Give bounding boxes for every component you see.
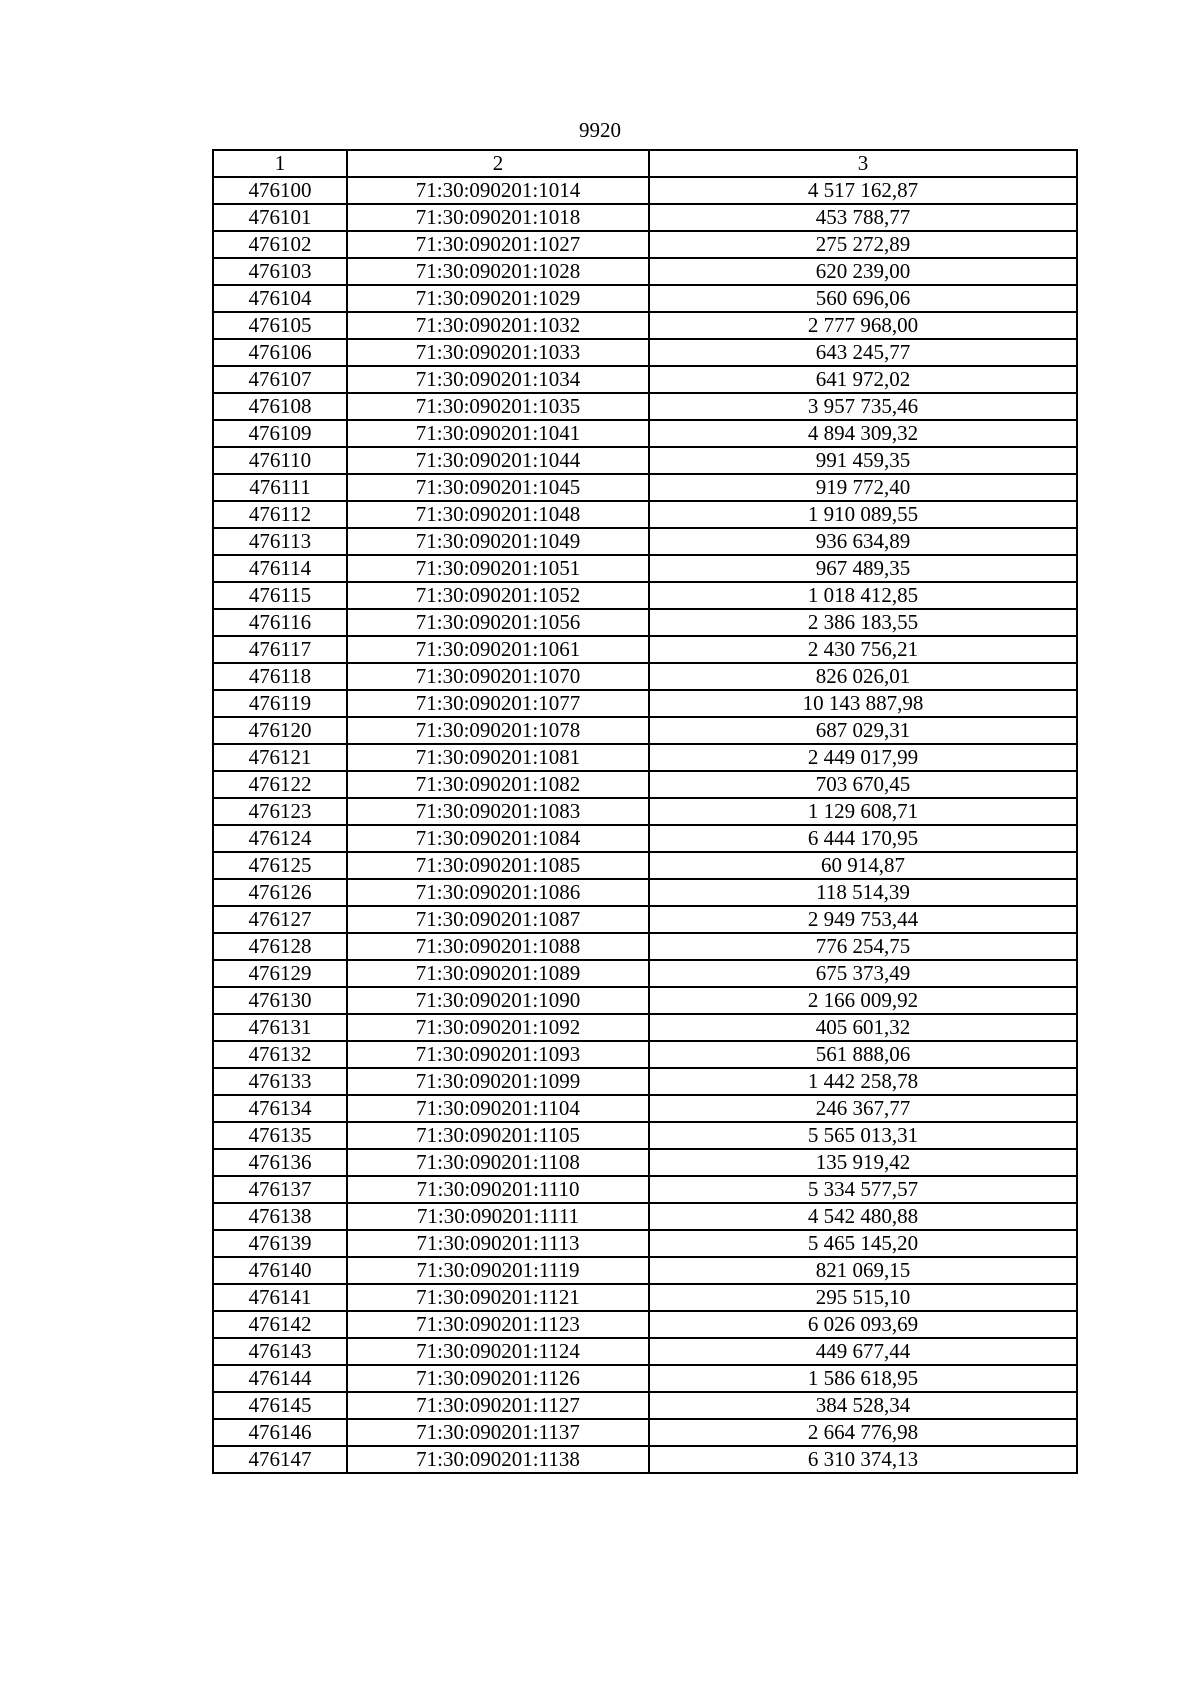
- value-cell: 6 444 170,95: [649, 825, 1077, 852]
- cadastral-number-cell: 71:30:090201:1084: [347, 825, 649, 852]
- table-row: [213, 1095, 1077, 1122]
- row-number-cell: 476145: [213, 1392, 347, 1419]
- row-number-cell: 476136: [213, 1149, 347, 1176]
- row-number-cell: 476140: [213, 1257, 347, 1284]
- header-row: [213, 150, 1077, 177]
- row-number-cell: 476126: [213, 879, 347, 906]
- value-cell: 620 239,00: [649, 258, 1077, 285]
- cadastral-number-cell: 71:30:090201:1124: [347, 1338, 649, 1365]
- table-row: [213, 258, 1077, 285]
- table-row: [213, 690, 1077, 717]
- cadastral-number-cell: 71:30:090201:1099: [347, 1068, 649, 1095]
- row-number-cell: 476105: [213, 312, 347, 339]
- row-number-cell: 476133: [213, 1068, 347, 1095]
- cadastral-number-cell: 71:30:090201:1056: [347, 609, 649, 636]
- cadastral-number-cell: 71:30:090201:1088: [347, 933, 649, 960]
- table-row: [213, 1338, 1077, 1365]
- cadastral-number-cell: 71:30:090201:1044: [347, 447, 649, 474]
- row-number-cell: 476124: [213, 825, 347, 852]
- value-cell: 2 664 776,98: [649, 1419, 1077, 1446]
- value-cell: 5 565 013,31: [649, 1122, 1077, 1149]
- table-row: [213, 447, 1077, 474]
- row-number-cell: 476127: [213, 906, 347, 933]
- value-cell: 2 949 753,44: [649, 906, 1077, 933]
- value-cell: 3 957 735,46: [649, 393, 1077, 420]
- table-row: [213, 1203, 1077, 1230]
- row-number-cell: 476135: [213, 1122, 347, 1149]
- value-cell: 4 542 480,88: [649, 1203, 1077, 1230]
- row-number-cell: 476115: [213, 582, 347, 609]
- cadastral-number-cell: 71:30:090201:1090: [347, 987, 649, 1014]
- row-number-cell: 476122: [213, 771, 347, 798]
- table-row: [213, 744, 1077, 771]
- value-cell: 991 459,35: [649, 447, 1077, 474]
- cadastral-number-cell: 71:30:090201:1113: [347, 1230, 649, 1257]
- table-row: [213, 177, 1077, 204]
- cadastral-number-cell: 71:30:090201:1105: [347, 1122, 649, 1149]
- table-row: [213, 366, 1077, 393]
- cadastral-number-cell: 71:30:090201:1092: [347, 1014, 649, 1041]
- value-cell: 1 910 089,55: [649, 501, 1077, 528]
- table-row: [213, 771, 1077, 798]
- table-row: [213, 1419, 1077, 1446]
- cadastral-number-cell: 71:30:090201:1029: [347, 285, 649, 312]
- page-number: 9920: [579, 118, 621, 142]
- cadastral-number-cell: 71:30:090201:1087: [347, 906, 649, 933]
- row-number-cell: 476147: [213, 1446, 347, 1473]
- value-cell: 449 677,44: [649, 1338, 1077, 1365]
- row-number-cell: 476146: [213, 1419, 347, 1446]
- row-number-cell: 476129: [213, 960, 347, 987]
- cadastral-number-cell: 71:30:090201:1121: [347, 1284, 649, 1311]
- row-number-cell: 476113: [213, 528, 347, 555]
- row-number-cell: 476138: [213, 1203, 347, 1230]
- value-cell: 453 788,77: [649, 204, 1077, 231]
- value-cell: 2 777 968,00: [649, 312, 1077, 339]
- value-cell: 5 465 145,20: [649, 1230, 1077, 1257]
- row-number-cell: 476139: [213, 1230, 347, 1257]
- cadastral-number-cell: 71:30:090201:1083: [347, 798, 649, 825]
- value-cell: 643 245,77: [649, 339, 1077, 366]
- row-number-cell: 476116: [213, 609, 347, 636]
- row-number-cell: 476142: [213, 1311, 347, 1338]
- row-number-cell: 476143: [213, 1338, 347, 1365]
- header-cell-cadastral-number: 2: [347, 150, 649, 177]
- cadastral-number-cell: 71:30:090201:1070: [347, 663, 649, 690]
- value-cell: 967 489,35: [649, 555, 1077, 582]
- cadastral-number-cell: 71:30:090201:1033: [347, 339, 649, 366]
- cadastral-number-cell: 71:30:090201:1137: [347, 1419, 649, 1446]
- cadastral-number-cell: 71:30:090201:1111: [347, 1203, 649, 1230]
- cadastral-number-cell: 71:30:090201:1018: [347, 204, 649, 231]
- value-cell: 776 254,75: [649, 933, 1077, 960]
- row-number-cell: 476112: [213, 501, 347, 528]
- cadastral-number-cell: 71:30:090201:1127: [347, 1392, 649, 1419]
- cadastral-number-cell: 71:30:090201:1032: [347, 312, 649, 339]
- table-row: [213, 933, 1077, 960]
- cadastral-number-cell: 71:30:090201:1048: [347, 501, 649, 528]
- cadastral-number-cell: 71:30:090201:1082: [347, 771, 649, 798]
- cadastral-number-cell: 71:30:090201:1014: [347, 177, 649, 204]
- value-cell: 936 634,89: [649, 528, 1077, 555]
- table-row: [213, 339, 1077, 366]
- value-cell: 1 129 608,71: [649, 798, 1077, 825]
- row-number-cell: 476132: [213, 1041, 347, 1068]
- cadastral-number-cell: 71:30:090201:1089: [347, 960, 649, 987]
- row-number-cell: 476108: [213, 393, 347, 420]
- table-row: [213, 879, 1077, 906]
- row-number-cell: 476120: [213, 717, 347, 744]
- table-row: [213, 528, 1077, 555]
- cadastral-number-cell: 71:30:090201:1093: [347, 1041, 649, 1068]
- cadastral-number-cell: 71:30:090201:1051: [347, 555, 649, 582]
- value-cell: 1 442 258,78: [649, 1068, 1077, 1095]
- value-cell: 4 517 162,87: [649, 177, 1077, 204]
- value-cell: 919 772,40: [649, 474, 1077, 501]
- value-cell: 1 018 412,85: [649, 582, 1077, 609]
- cadastral-number-cell: 71:30:090201:1138: [347, 1446, 649, 1473]
- value-cell: 246 367,77: [649, 1095, 1077, 1122]
- cadastral-number-cell: 71:30:090201:1077: [347, 690, 649, 717]
- cadastral-number-cell: 71:30:090201:1081: [347, 744, 649, 771]
- table-row: [213, 204, 1077, 231]
- value-cell: 135 919,42: [649, 1149, 1077, 1176]
- table-header: [213, 150, 1077, 177]
- table-row: [213, 1068, 1077, 1095]
- value-cell: 641 972,02: [649, 366, 1077, 393]
- table-row: [213, 1311, 1077, 1338]
- cadastral-number-cell: 71:30:090201:1078: [347, 717, 649, 744]
- value-cell: 2 386 183,55: [649, 609, 1077, 636]
- table-row: [213, 582, 1077, 609]
- value-cell: 60 914,87: [649, 852, 1077, 879]
- table-row: [213, 825, 1077, 852]
- value-cell: 561 888,06: [649, 1041, 1077, 1068]
- value-cell: 826 026,01: [649, 663, 1077, 690]
- table-row: [213, 555, 1077, 582]
- row-number-cell: 476114: [213, 555, 347, 582]
- value-cell: 1 586 618,95: [649, 1365, 1077, 1392]
- row-number-cell: 476102: [213, 231, 347, 258]
- cadastral-number-cell: 71:30:090201:1027: [347, 231, 649, 258]
- table-row: [213, 1365, 1077, 1392]
- table-row: [213, 906, 1077, 933]
- table-row: [213, 231, 1077, 258]
- cadastral-number-cell: 71:30:090201:1061: [347, 636, 649, 663]
- table-row: [213, 1230, 1077, 1257]
- table-row: [213, 609, 1077, 636]
- table-row: [213, 501, 1077, 528]
- row-number-cell: 476107: [213, 366, 347, 393]
- value-cell: 405 601,32: [649, 1014, 1077, 1041]
- table-row: [213, 717, 1077, 744]
- row-number-cell: 476144: [213, 1365, 347, 1392]
- table-row: [213, 1392, 1077, 1419]
- row-number-cell: 476100: [213, 177, 347, 204]
- cadastral-number-cell: 71:30:090201:1049: [347, 528, 649, 555]
- table-row: [213, 1176, 1077, 1203]
- row-number-cell: 476101: [213, 204, 347, 231]
- row-number-cell: 476111: [213, 474, 347, 501]
- value-cell: 6 310 374,13: [649, 1446, 1077, 1473]
- value-cell: 675 373,49: [649, 960, 1077, 987]
- value-cell: 2 430 756,21: [649, 636, 1077, 663]
- table-row: [213, 285, 1077, 312]
- table-row: [213, 393, 1077, 420]
- cadastral-number-cell: 71:30:090201:1045: [347, 474, 649, 501]
- table-row: [213, 960, 1077, 987]
- cadastral-number-cell: 71:30:090201:1126: [347, 1365, 649, 1392]
- value-cell: 560 696,06: [649, 285, 1077, 312]
- cadastral-number-cell: 71:30:090201:1028: [347, 258, 649, 285]
- table-row: [213, 663, 1077, 690]
- row-number-cell: 476119: [213, 690, 347, 717]
- row-number-cell: 476123: [213, 798, 347, 825]
- registry-table: [212, 149, 1078, 1474]
- value-cell: 2 166 009,92: [649, 987, 1077, 1014]
- row-number-cell: 476137: [213, 1176, 347, 1203]
- row-number-cell: 476104: [213, 285, 347, 312]
- row-number-cell: 476131: [213, 1014, 347, 1041]
- value-cell: 687 029,31: [649, 717, 1077, 744]
- row-number-cell: 476121: [213, 744, 347, 771]
- table-row: [213, 1122, 1077, 1149]
- table-row: [213, 1284, 1077, 1311]
- cadastral-number-cell: 71:30:090201:1110: [347, 1176, 649, 1203]
- value-cell: 275 272,89: [649, 231, 1077, 258]
- cadastral-number-cell: 71:30:090201:1085: [347, 852, 649, 879]
- row-number-cell: 476118: [213, 663, 347, 690]
- value-cell: 6 026 093,69: [649, 1311, 1077, 1338]
- table-body: [213, 177, 1077, 1473]
- cadastral-number-cell: 71:30:090201:1052: [347, 582, 649, 609]
- value-cell: 703 670,45: [649, 771, 1077, 798]
- value-cell: 2 449 017,99: [649, 744, 1077, 771]
- table-row: [213, 312, 1077, 339]
- row-number-cell: 476103: [213, 258, 347, 285]
- value-cell: 118 514,39: [649, 879, 1077, 906]
- row-number-cell: 476109: [213, 420, 347, 447]
- header-cell-value: 3: [649, 150, 1077, 177]
- cadastral-number-cell: 71:30:090201:1034: [347, 366, 649, 393]
- table-row: [213, 1257, 1077, 1284]
- row-number-cell: 476117: [213, 636, 347, 663]
- value-cell: 10 143 887,98: [649, 690, 1077, 717]
- header-cell-number: 1: [213, 150, 347, 177]
- value-cell: 384 528,34: [649, 1392, 1077, 1419]
- row-number-cell: 476130: [213, 987, 347, 1014]
- cadastral-number-cell: 71:30:090201:1035: [347, 393, 649, 420]
- cadastral-number-cell: 71:30:090201:1108: [347, 1149, 649, 1176]
- table-row: [213, 987, 1077, 1014]
- row-number-cell: 476128: [213, 933, 347, 960]
- table-row: [213, 798, 1077, 825]
- value-cell: 4 894 309,32: [649, 420, 1077, 447]
- cadastral-number-cell: 71:30:090201:1104: [347, 1095, 649, 1122]
- table-row: [213, 1446, 1077, 1473]
- row-number-cell: 476141: [213, 1284, 347, 1311]
- row-number-cell: 476125: [213, 852, 347, 879]
- row-number-cell: 476134: [213, 1095, 347, 1122]
- cadastral-number-cell: 71:30:090201:1123: [347, 1311, 649, 1338]
- table-row: [213, 1041, 1077, 1068]
- table-row: [213, 474, 1077, 501]
- value-cell: 821 069,15: [649, 1257, 1077, 1284]
- table-row: [213, 636, 1077, 663]
- value-cell: 295 515,10: [649, 1284, 1077, 1311]
- cadastral-number-cell: 71:30:090201:1119: [347, 1257, 649, 1284]
- table-row: [213, 852, 1077, 879]
- cadastral-number-cell: 71:30:090201:1041: [347, 420, 649, 447]
- cadastral-number-cell: 71:30:090201:1086: [347, 879, 649, 906]
- row-number-cell: 476110: [213, 447, 347, 474]
- table-row: [213, 1014, 1077, 1041]
- row-number-cell: 476106: [213, 339, 347, 366]
- table-row: [213, 1149, 1077, 1176]
- value-cell: 5 334 577,57: [649, 1176, 1077, 1203]
- table-row: [213, 420, 1077, 447]
